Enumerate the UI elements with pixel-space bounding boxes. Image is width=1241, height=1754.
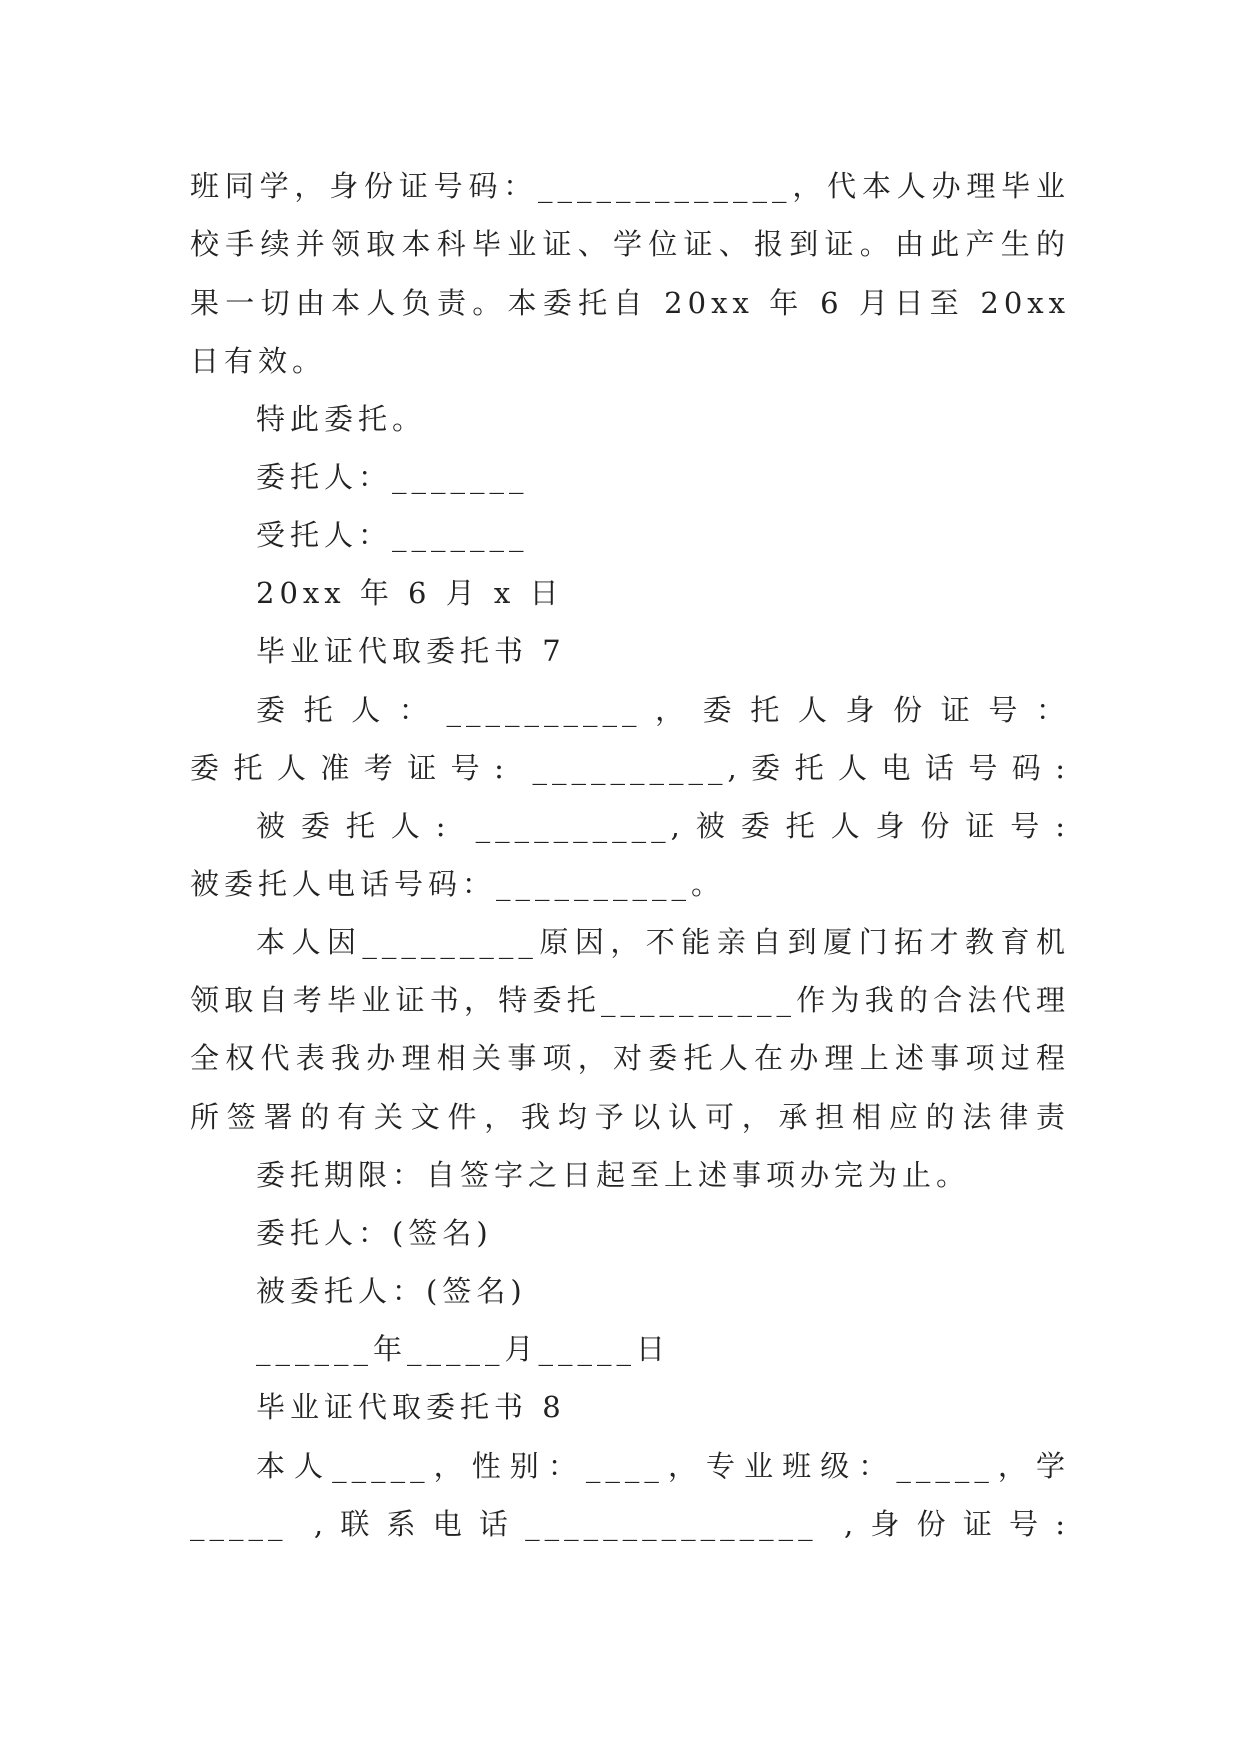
paragraph-line: 所签署的有关文件，我均予以认可，承担相应的法律责 xyxy=(190,1100,1070,1134)
paragraph-line: 本人因_________原因，不能亲自到厦门拓才教育机 xyxy=(256,925,1070,959)
paragraph-line: 日有效。 xyxy=(190,344,327,378)
date-line: ______年_____月_____日 xyxy=(256,1332,671,1366)
date-line: 20xx 年 6 月 x 日 xyxy=(256,576,564,610)
signature-line: 委托人：(签名) xyxy=(256,1216,493,1250)
section-heading: 毕业证代取委托书 8 xyxy=(256,1390,566,1424)
paragraph-line: 领取自考毕业证书，特委托__________作为我的合法代理 xyxy=(190,983,1070,1017)
signature-line: 委托人：_______ xyxy=(256,460,529,494)
paragraph-line: 特此委托。 xyxy=(256,402,427,436)
paragraph-line: 委托期限：自签字之日起至上述事项办完为止。 xyxy=(256,1158,971,1192)
section-heading: 毕业证代取委托书 7 xyxy=(256,634,566,668)
signature-line: 受托人：_______ xyxy=(256,518,529,552)
paragraph-line: 校手续并领取本科毕业证、学位证、报到证。由此产生的 xyxy=(190,227,1070,261)
paragraph-line: 果一切由本人负责。本委托自 20xx 年 6 月日至 20xx xyxy=(190,286,1070,320)
paragraph-line: 被委托人电话号码：__________。 xyxy=(190,867,726,901)
signature-line: 被委托人：(签名) xyxy=(256,1274,527,1308)
paragraph-line: _____ ,联系电话_______________ ,身份证号: xyxy=(190,1507,1070,1541)
paragraph-line: 委托人：__________，委托人身份证号： xyxy=(256,693,1070,727)
paragraph-line: 本人_____，性别：____，专业班级：_____，学 xyxy=(256,1449,1070,1483)
paragraph-line: 班同学，身份证号码：_____________，代本人办理毕业 xyxy=(190,169,1070,203)
paragraph-line: 全权代表我办理相关事项，对委托人在办理上述事项过程 xyxy=(190,1041,1070,1075)
paragraph-line: 被委托人: __________,被委托人身份证号: xyxy=(256,809,1070,843)
paragraph-line: 委托人准考证号: __________,委托人电话号码: xyxy=(190,751,1070,785)
